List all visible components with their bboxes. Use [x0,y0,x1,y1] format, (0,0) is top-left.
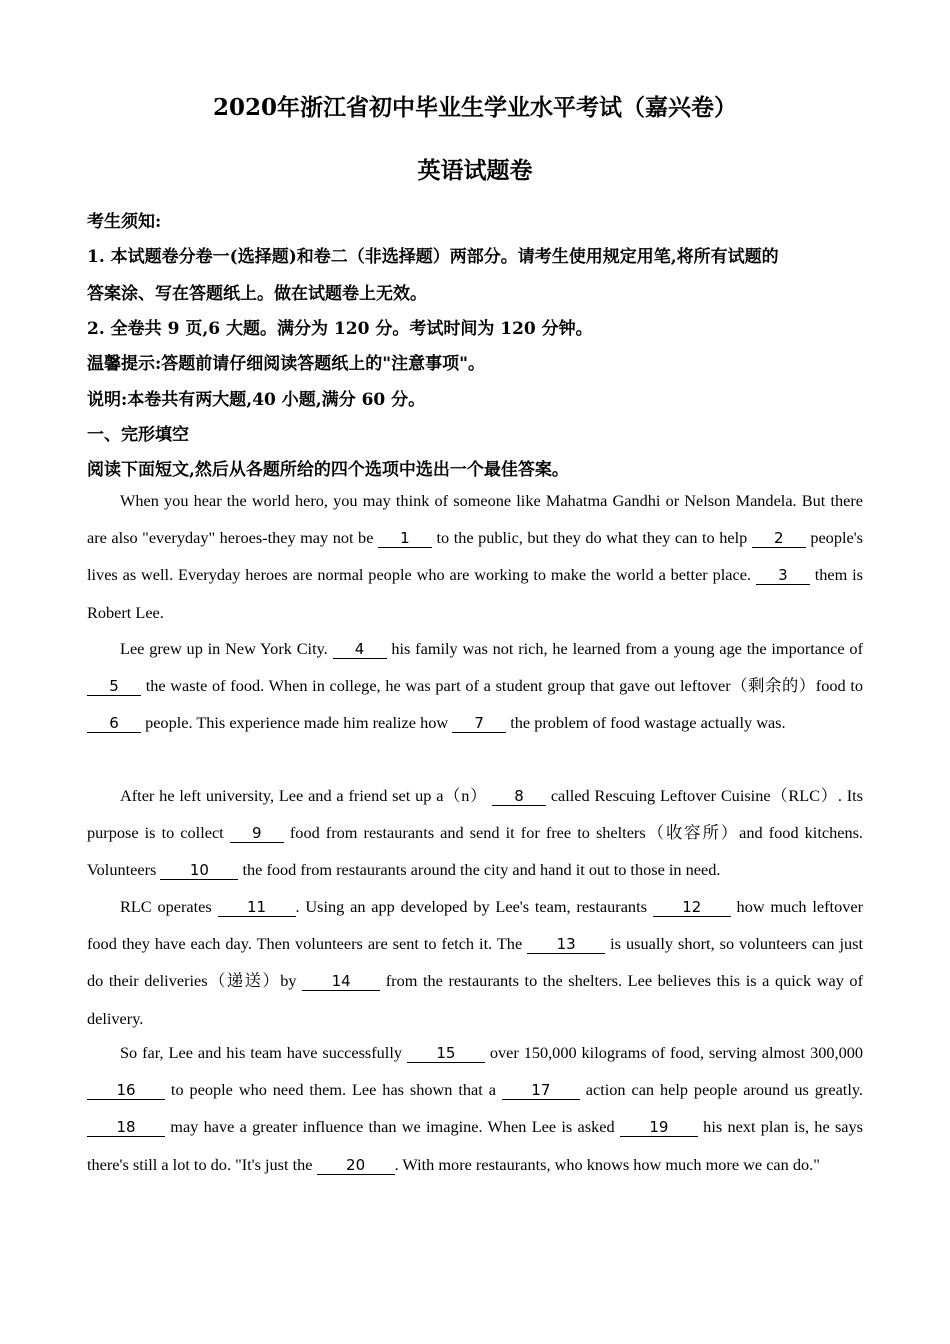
blank-9[interactable]: 9 [230,824,284,843]
blank-4[interactable]: 4 [333,640,387,659]
blank-6[interactable]: 6 [87,714,141,733]
notice-description: 说明:本卷共有两大题,40 小题,满分 60 分。 [87,390,426,410]
blank-12[interactable]: 12 [653,898,731,917]
blank-20[interactable]: 20 [317,1156,395,1175]
exam-title: 2020年浙江省初中毕业生学业水平考试（嘉兴卷） [212,94,737,121]
blank-13[interactable]: 13 [527,935,605,954]
passage-paragraph-3: After he left university, Lee and a friend set up a（n） 8 called Rescuing Leftover Cuisine（RLC）. Its purpose is to collect 9 food from restaurants and send it for free to shelters（收容所）and food kitchens. Volunteers 10 the food from restaurants around the city and hand it out to those in need. [87,786,864,880]
blank-10[interactable]: 10 [160,861,238,880]
blank-8[interactable]: 8 [492,787,546,806]
blank-16[interactable]: 16 [87,1081,165,1100]
passage-paragraph-2: Lee grew up in New York City. 4 his family was not rich, he learned from a young age the importance of 5 the waste of food. When in college, he was part of a student group that gave out leftover（剩余的）food to 6 people. This experience made him realize how 7 the problem of food wastage actually was. [87,630,863,742]
blank-18[interactable]: 18 [87,1118,165,1137]
blank-5[interactable]: 5 [87,677,141,696]
section-title: 一、完形填空 [87,425,189,445]
blank-2[interactable]: 2 [752,529,806,548]
passage-paragraph-4: RLC operates 11 . Using an app developed by Lee's team, restaurants 12 how much leftover food they have each day. Then volunteers are sent to fetch it. The 13 is usually short, so volunteers can just do their deliveries（递送）by 14 from the restaurants to the shelters. Lee believes this is a quick way of delivery. [87,897,864,1028]
blank-7[interactable]: 7 [452,714,506,733]
blank-11[interactable]: 11 [218,898,296,917]
blank-17[interactable]: 17 [502,1081,580,1100]
notice-tip: 温馨提示:答题前请仔细阅读答题纸上的"注意事项"。 [87,354,485,374]
blank-15[interactable]: 15 [407,1044,485,1063]
passage-paragraph-1: When you hear the world hero, you may think of someone like Mahatma Gandhi or Nelson Mandela. But there are also "everyday" heroes-they may not be 1 to the public, but they do what they can to help 2 people's lives as well. Everyday heroes are normal people who are working to make the world a better place. 3 them is Robert Lee. [87,491,863,622]
notice-item-1b: 答案涂、写在答题纸上。做在试题卷上无效。 [87,284,427,304]
blank-14[interactable]: 14 [302,972,380,991]
notice-item-1a: 1. 本试题卷分卷一(选择题)和卷二（非选择题）两部分。请考生使用规定用笔,将所有试题的 [87,247,779,267]
blank-3[interactable]: 3 [756,566,810,585]
passage-paragraph-5: So far, Lee and his team have successfully 15 over 150,000 kilograms of food, serving almost 300,000 16 to people who need them. Lee has shown that a 17 action can help people around us greatly. 18 may have a greater influence than we imagine. When Lee is asked 19 his next plan is, he says there's still a lot to do. "It's just the 20 . With more restaurants, who knows how much more we can do." [87,1043,863,1174]
blank-1[interactable]: 1 [378,529,432,548]
notice-heading: 考生须知: [87,212,162,232]
blank-19[interactable]: 19 [620,1118,698,1137]
exam-subtitle: 英语试题卷 [417,157,533,184]
section-instruction: 阅读下面短文,然后从各题所给的四个选项中选出一个最佳答案。 [87,460,569,480]
notice-item-2: 2. 全卷共 9 页,6 大题。满分为 120 分。考试时间为 120 分钟。 [87,319,593,339]
